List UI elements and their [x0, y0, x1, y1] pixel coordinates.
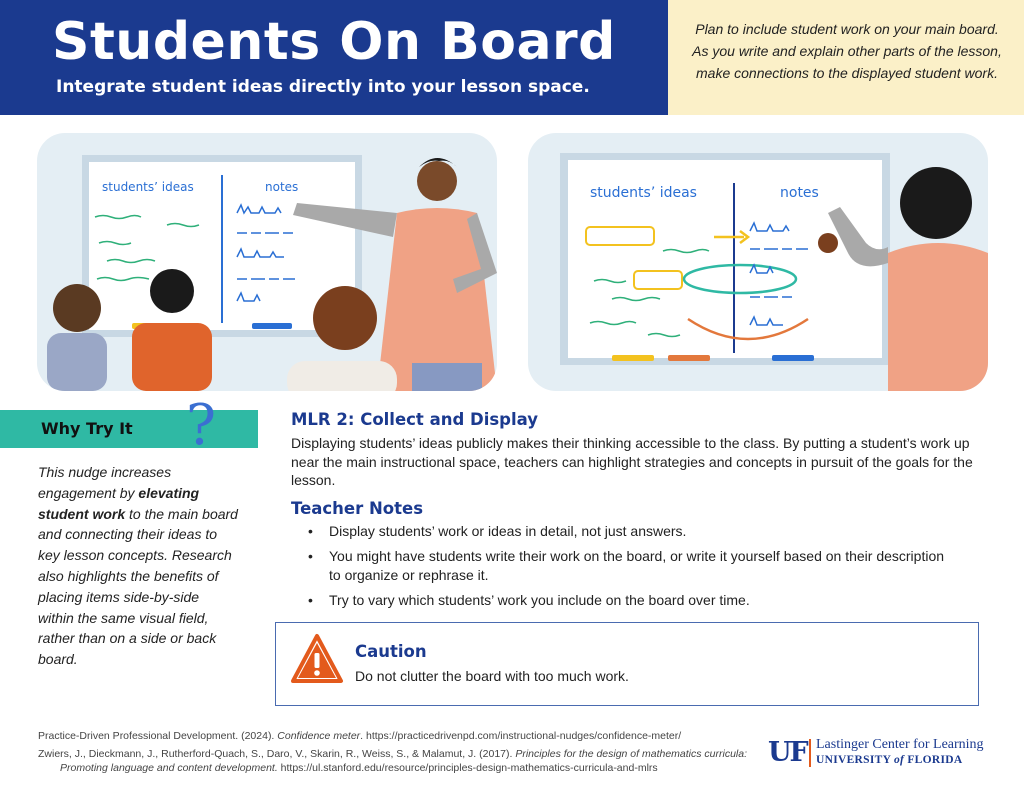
- mlr-text: Displaying students’ ideas publicly makes their thinking accessible to the class. By putting a student’s work up near the main instructional space, teachers can highlight strategies and concepts in pursuit of the goals for the lesson.: [291, 435, 973, 488]
- list-item: • Display students’ work or ideas in detail, not just answers.: [308, 522, 948, 541]
- reference-url: . https://practicedrivenpd.com/instructional-nudges/confidence-meter/: [360, 730, 682, 742]
- board-label-notes: notes: [265, 180, 299, 194]
- reference-title: Promoting language and content development.: [60, 762, 278, 774]
- why-try-it-text: [38, 462, 238, 670]
- logo-text: of: [893, 754, 905, 766]
- tip-text: Plan to include student work on your main board. As you write and explain other parts of the lesson, make connections to the displayed student work.: [692, 21, 1002, 81]
- board-label-students-ideas: students’ ideas: [590, 185, 697, 201]
- warning-icon: [290, 633, 344, 685]
- illustration-left: [37, 133, 497, 391]
- list-item: • Try to vary which students’ work you include on the board over time.: [308, 591, 948, 610]
- reference-2: [38, 747, 747, 775]
- why-text-part: This nudge increases engagement by: [38, 464, 172, 501]
- classroom-board-illustration: [37, 133, 497, 391]
- header-banner: [0, 0, 668, 115]
- logo-divider: [809, 739, 811, 767]
- why-text-emphasis: elevating student work: [38, 484, 200, 522]
- reference-text: Practice-Driven Professional Development. (2024).: [38, 730, 278, 742]
- uf-lastinger-logo: [768, 737, 998, 771]
- caution-title: Caution: [355, 642, 427, 661]
- board-label-notes: notes: [780, 185, 819, 201]
- page-subtitle: Integrate student ideas directly into your lesson space.: [56, 77, 590, 97]
- teacher-connecting-board-illustration: [528, 133, 988, 391]
- tip-box: [668, 0, 1024, 115]
- illustration-right: [528, 133, 988, 391]
- logo-line-2: [816, 754, 962, 766]
- reference-url: https://ul.stanford.edu/resource/principles-design-mathematics-curricula-and-mlrs: [277, 762, 658, 774]
- logo-text: UNIVERSITY: [816, 754, 894, 766]
- reference-1: [38, 729, 681, 743]
- why-text-part: to the main board and connecting their ideas to key lesson concepts. Research also highlights the benefits of placing items side-by-side within the same visual field, rather than on a side or back board.: [38, 505, 238, 668]
- teacher-notes-list: [308, 522, 948, 616]
- logo-text: FLORIDA: [904, 754, 963, 766]
- board-label-students-ideas: students’ ideas: [102, 180, 194, 194]
- caution-box: [275, 622, 979, 706]
- why-try-it-banner: [0, 410, 258, 448]
- teacher-notes-heading: Teacher Notes: [291, 499, 424, 518]
- logo-line-1: Lastinger Center for Learning: [816, 737, 984, 752]
- caution-text: Do not clutter the board with too much work.: [355, 668, 629, 684]
- reference-text: Zwiers, J., Dieckmann, J., Rutherford-Quach, S., Daro, V., Skarin, R., Weiss, S., & Malamut, J. (2017).: [38, 748, 516, 760]
- uf-logo-mark: UF: [768, 737, 807, 768]
- question-mark-icon: ?: [186, 393, 217, 458]
- list-item: • You might have students write their work on the board, or write it yourself based on their description to organize or rephrase it.: [308, 547, 948, 584]
- mlr-heading: MLR 2: Collect and Display: [291, 410, 539, 429]
- reference-title: Principles for the design of mathematics curricula:: [515, 748, 748, 760]
- page-title: Students On Board: [52, 12, 616, 72]
- why-try-it-heading: Why Try It: [41, 419, 133, 438]
- reference-line-2: [38, 761, 747, 775]
- reference-title: Confidence meter: [277, 730, 361, 742]
